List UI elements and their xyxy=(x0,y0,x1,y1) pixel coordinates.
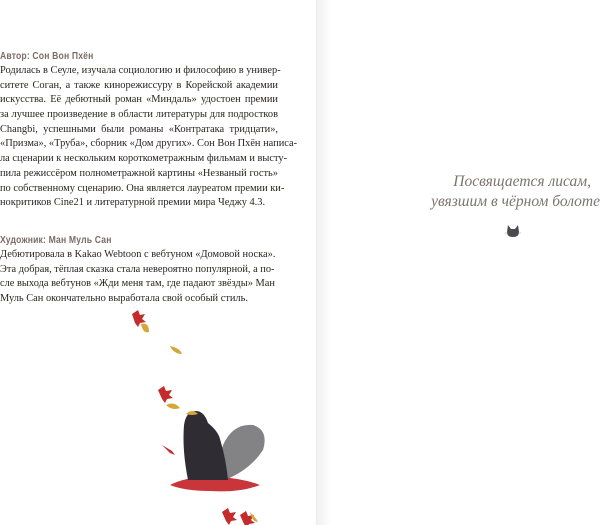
author-bio-line: искусства. Её дебютный роман «Миндаль» удостоен премии xyxy=(0,94,278,106)
fox-tail xyxy=(221,425,265,480)
author-bio-line: Родилась в Сеуле, изучала социологию и философию в универ- xyxy=(0,65,281,76)
author-bio-line: за лучшее произведение в области литературы для подростков xyxy=(0,109,278,121)
leaf-icon xyxy=(222,508,237,525)
artist-bio xyxy=(0,248,278,307)
artist-bio-line: Дебютировала в Kakao Webtoon с вебтуном «Домовой носка». xyxy=(0,249,276,260)
author-bio-line: «Призма», «Труба», сборник «Дом других». Сон Вон Пхён написа- xyxy=(0,138,298,150)
dedication-line: увязшим в чёрном болоте xyxy=(431,193,600,210)
right-page xyxy=(318,0,600,525)
author-bio xyxy=(0,64,298,211)
leaf-icon xyxy=(158,386,173,403)
artist-bio-line: Эта добрая, тёплая сказка стала невероятно популярной, а по- xyxy=(0,263,275,275)
artist-bio-line: Муль Сан окончательно выработала свой особый стиль. xyxy=(0,293,248,305)
cat-face-icon xyxy=(505,224,521,238)
gutter-shadow xyxy=(318,0,332,525)
author-heading: Автор: Сон Вон Пхён xyxy=(0,50,94,62)
leaf-icon xyxy=(162,445,175,455)
leaf-icon xyxy=(141,324,149,333)
leaf-icon xyxy=(170,346,182,354)
author-bio-line: ла сценарии к нескольким короткометражным фильмам и высту- xyxy=(0,153,288,165)
artist-bio-line: сле выхода вебтунов «Жди меня там, где падают звёзды» Ман xyxy=(0,278,275,290)
artist-heading: Художник: Ман Муль Сан xyxy=(0,234,112,246)
author-bio-line: по собственному сценарию. Она является лауреатом премии ки- xyxy=(0,182,285,194)
fox-body xyxy=(184,411,229,480)
dedication-line: Посвящается лисам, xyxy=(453,173,591,190)
author-bio-line: пила режиссёром полнометражной картины «Незваный гость» xyxy=(0,167,278,179)
fox-illustration xyxy=(110,300,270,525)
author-bio-line: Changbi, успешными были романы «Контратака тридцати», xyxy=(0,123,278,135)
author-bio-line: ситете Соган, а также кинорежиссуру в Корейской академии xyxy=(0,79,278,91)
author-bio-line: нокритиков Cine21 и литературной премии мира Чеджу 4.3. xyxy=(0,197,266,209)
dedication xyxy=(318,172,600,212)
leaf-icon xyxy=(166,404,180,409)
